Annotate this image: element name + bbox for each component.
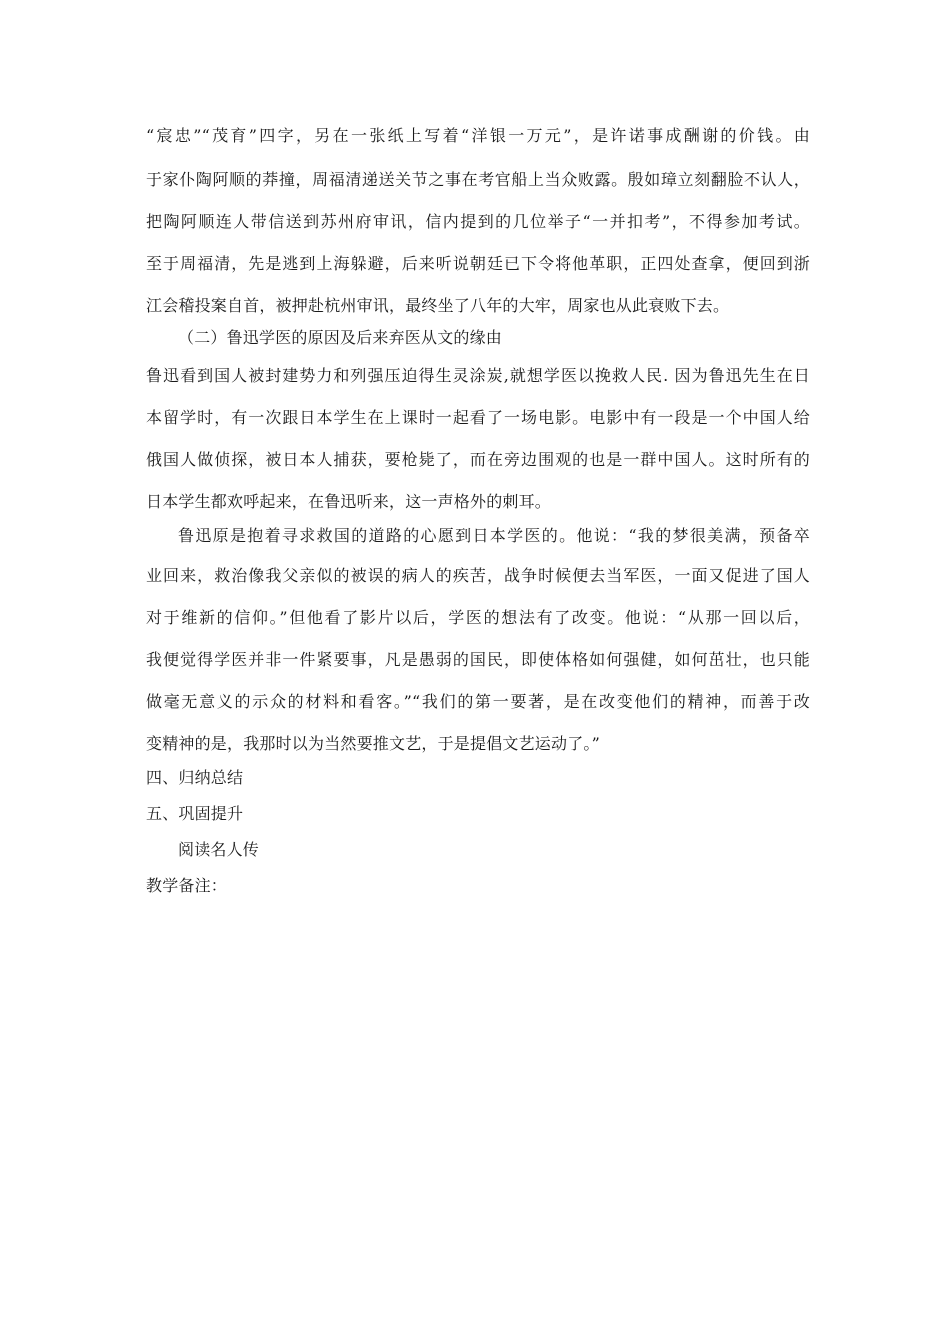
paragraph-line: 变精神的是，我那时以为当然要推文艺，于是提倡文艺运动了。” [146,734,600,753]
paragraph-line: 本留学时，有一次跟日本学生在上课时一起看了一场电影。电影中有一段是一个中国人给 [146,408,810,427]
paragraph-line: 业回来，救治像我父亲似的被误的病人的疾苦，战争时候便去当军医，一面又促进了国人 [146,566,810,585]
paragraph-line: 做毫无意义的示众的材料和看客。”“我们的第一要著，是在改变他们的精神，而善于改 [146,692,810,711]
section-heading: 五、巩固提升 [146,804,244,823]
section-heading: 四、归纳总结 [146,768,244,787]
paragraph-line: 鲁迅看到国人被封建势力和列强压迫得生灵涂炭,就想学医以挽救人民. 因为鲁迅先生在日 [146,366,810,385]
paragraph-line: 江会稽投案自首，被押赴杭州审讯，最终坐了八年的大牢，周家也从此衰败下去。 [146,296,730,315]
paragraph-line: 鲁迅原是抱着寻求救国的道路的心愿到日本学医的。他说：“我的梦很美满，预备卒 [178,526,810,545]
paragraph-line: 我便觉得学医并非一件紧要事，凡是愚弱的国民，即使体格如何强健，如何茁壮，也只能 [146,650,810,669]
notes-label: 教学备注： [146,876,228,895]
paragraph-line: 对于维新的信仰。”但他看了影片以后，学医的想法有了改变。他说：“从那一回以后， [146,608,810,627]
paragraph-line: 俄国人做侦探，被日本人捕获，要枪毙了，而在旁边围观的也是一群中国人。这时所有的 [146,450,810,469]
paragraph-line: “宸忠”“茂育”四字，另在一张纸上写着“洋银一万元”，是许诺事成酬谢的价钱。由 [146,126,810,145]
section-heading: （二）鲁迅学医的原因及后来弃医从文的缘由 [178,328,503,347]
paragraph-line: 于家仆陶阿顺的莽撞，周福清递送关节之事在考官船上当众败露。殷如璋立刻翻脸不认人， [146,170,810,189]
paragraph-line: 把陶阿顺连人带信送到苏州府审讯，信内提到的几位举子“一并扣考”，不得参加考试。 [146,212,810,231]
paragraph-line: 至于周福清，先是逃到上海躲避，后来听说朝廷已下令将他革职，正四处查拿，便回到浙 [146,254,810,273]
section-item: 阅读名人传 [178,840,260,859]
paragraph-line: 日本学生都欢呼起来，在鲁迅听来，这一声格外的刺耳。 [146,492,552,511]
